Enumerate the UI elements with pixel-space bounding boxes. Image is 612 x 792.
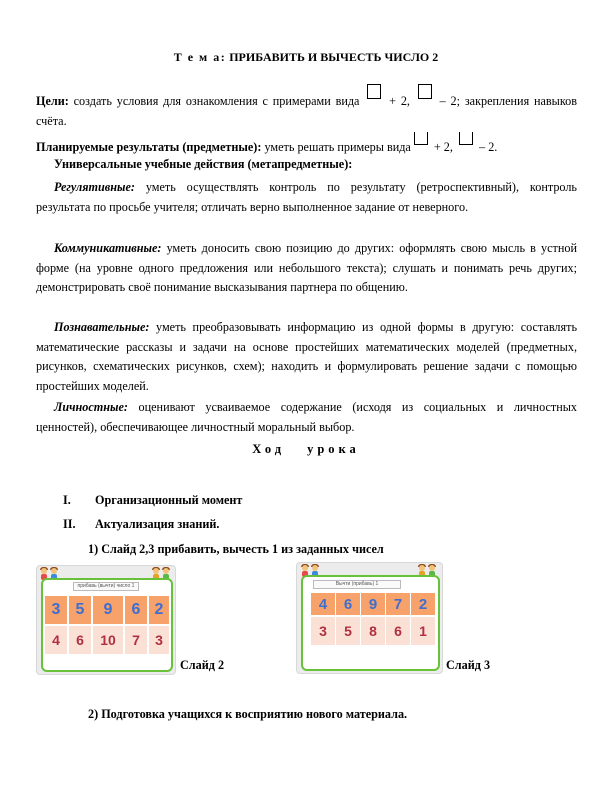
communicative-label: Коммуникативные: — [54, 241, 162, 255]
uud-label: Универсальные учебные действия (метапредметные): — [54, 157, 353, 171]
goals-text: создать условия для ознакомления с примерами вида — [73, 94, 360, 108]
slide-3-top-cell: 2 — [411, 593, 435, 615]
slide-3-bottom-cell: 8 — [361, 617, 385, 645]
slide-3-image — [296, 562, 443, 674]
slide-3-caption: Слайд 3 — [446, 658, 491, 672]
slide-3-top-cell: 9 — [361, 593, 385, 615]
communicative-paragraph — [36, 239, 577, 298]
section-item — [63, 517, 219, 532]
slide-3-top-row — [311, 593, 435, 615]
slide-3-bottom-cell: 5 — [336, 617, 360, 645]
slide-2-header: прибавь (вычти) число 1 — [73, 582, 139, 591]
subsection-number: 2) — [88, 707, 99, 721]
section-number: I. — [63, 493, 71, 507]
lesson-heading — [0, 442, 612, 457]
slide-2-bottom-cell: 10 — [93, 626, 123, 654]
slide-3-bottom-row — [311, 617, 435, 645]
slide-2-top-cell: 9 — [93, 596, 123, 624]
slide-3-top-cell: 7 — [386, 593, 410, 615]
subsection-text: Подготовка учащихся к восприятию нового материала. — [101, 707, 408, 721]
slide-2-top-row — [45, 596, 169, 624]
slide-2-top-cell: 6 — [125, 596, 147, 624]
slide-3-bottom-cell: 3 — [311, 617, 335, 645]
slide-3-frame — [301, 575, 440, 671]
uud-heading — [36, 155, 577, 175]
planned-op1: + 2, — [433, 140, 453, 154]
empty-box-icon — [418, 84, 432, 99]
empty-box-icon — [414, 132, 428, 145]
regulative-paragraph — [36, 178, 577, 217]
planned-paragraph — [36, 132, 577, 158]
lesson-heading-word2: урока — [307, 442, 360, 456]
lesson-heading-word1: Ход — [252, 442, 286, 456]
section-text: Актуализация знаний. — [95, 517, 220, 531]
slide-2-bottom-cell: 3 — [149, 626, 169, 654]
slide-2-caption: Слайд 2 — [180, 658, 225, 672]
slide-2-bottom-cell: 6 — [69, 626, 91, 654]
planned-text: уметь решать примеры вида — [264, 140, 411, 154]
section-number: II. — [63, 517, 76, 531]
slide-2-bottom-row — [45, 626, 169, 654]
slide-3-bottom-cell: 6 — [386, 617, 410, 645]
slide-2-bottom-cell: 7 — [125, 626, 147, 654]
cognitive-text: уметь преобразовывать информацию из одной формы в другую: составлять математические рассказы и задачи на основе простейших математических моделей (предметных, рисунков, схематических рисунков, схем); находить и формулировать решение задачи с помощью простейших моделей. — [36, 320, 578, 393]
communicative-text: уметь доносить свою позицию до других: оформлять свою мысль в устной форме (на уровне одного предложения или небольшого текста); слушать и понимать речь других; демонстрировать своё понимание высказывания партнера по общению. — [36, 241, 578, 294]
personal-label: Личностные: — [54, 400, 128, 414]
title-prefix: Т е м а: — [173, 50, 227, 64]
goals-text-after: закрепления навыков счёта. — [36, 94, 578, 128]
slide-2-frame — [41, 578, 173, 672]
slide-3-top-cell: 4 — [311, 593, 335, 615]
slide-3-top-cell: 6 — [336, 593, 360, 615]
slide-3-header: Вычти (прибавь) 1 — [313, 580, 401, 589]
section-item — [63, 493, 242, 508]
slide-2-top-cell: 2 — [149, 596, 169, 624]
slide-2-top-cell: 3 — [45, 596, 67, 624]
title-text: ПРИБАВИТЬ И ВЫЧЕСТЬ ЧИСЛО 2 — [229, 50, 439, 64]
slide-2-top-cell: 5 — [69, 596, 91, 624]
subsection-item — [88, 707, 407, 722]
subsection-text: Слайд 2,3 прибавить, вычесть 1 из заданных чисел — [101, 542, 384, 556]
slide-2-image — [36, 565, 176, 675]
goals-paragraph — [36, 84, 577, 131]
section-text: Организационный момент — [95, 493, 243, 507]
subsection-item — [88, 542, 384, 557]
empty-box-icon — [459, 132, 473, 145]
planned-op2: – 2. — [479, 140, 498, 154]
personal-text: оценивают усваиваемое содержание (исходя из социальных и личностных ценностей), обеспечивающее личностный моральный выбор. — [36, 400, 578, 434]
slide-2-bottom-cell: 4 — [45, 626, 67, 654]
goals-op2: – 2; — [439, 94, 461, 108]
page-title — [0, 50, 612, 65]
planned-label: Планируемые результаты (предметные): — [36, 140, 262, 154]
regulative-text: уметь осуществлять контроль по результату (ретроспективный), контроль результата по просьбе учителя; отличать верно выполненное задание от неверного. — [36, 180, 577, 214]
slide-3-bottom-cell: 1 — [411, 617, 435, 645]
goals-op1: + 2, — [389, 94, 410, 108]
subsection-number: 1) — [88, 542, 99, 556]
personal-paragraph — [36, 398, 577, 437]
regulative-label: Регулятивные: — [54, 180, 135, 194]
goals-label: Цели: — [36, 94, 69, 108]
cognitive-label: Познавательные: — [54, 320, 150, 334]
empty-box-icon — [367, 84, 381, 99]
cognitive-paragraph — [36, 318, 577, 396]
